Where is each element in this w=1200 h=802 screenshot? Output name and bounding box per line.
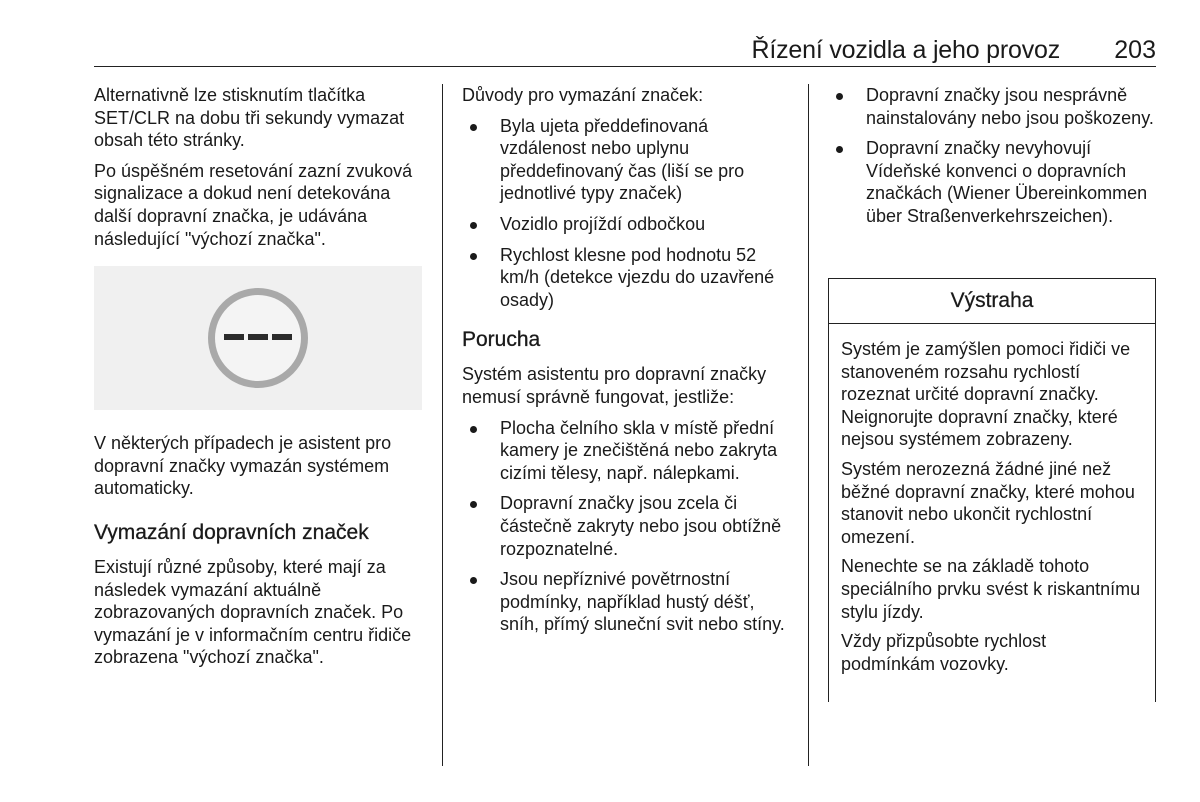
bullet-dot-icon — [470, 222, 477, 229]
reasons-list — [462, 115, 798, 312]
warning-body — [828, 324, 1156, 702]
warning-paragraph: Systém nerozezná žádné jiné než běžné dopravní značky, které mohou stanovit nebo ukončit rychlostní omezení. — [841, 458, 1135, 547]
warning-box — [828, 278, 1156, 702]
list-item: Dopravní značky jsou nesprávně nainstalovány nebo jsou poškozeny. — [828, 84, 1162, 129]
paragraph-fault-intro: Systém asistentu pro dopravní značky nemusí správně fungovat, jestliže: — [462, 364, 767, 407]
warning-paragraph: Vždy přizpůsobte rychlost podmínkám vozovky. — [841, 631, 1047, 674]
list-item: Dopravní značky jsou zcela či částečně zakryty nebo jsou obtížně rozpoznatelné. — [462, 492, 798, 560]
bullet-dot-icon — [470, 501, 477, 508]
header-rule — [94, 66, 1156, 67]
column-2 — [462, 84, 798, 644]
list-item: Vozidlo projíždí odbočkou — [462, 213, 798, 236]
faults-list-continued — [828, 84, 1162, 228]
default-traffic-sign-icon — [203, 283, 313, 393]
page-number: 203 — [1114, 36, 1156, 64]
warning-paragraph: Systém je zamýšlen pomoci řidiči ve stanoveném rozsahu rychlostí rozeznat určité dopravní značky. Neignorujte dopravní značky, které nejsou systémem zobrazeny. — [841, 339, 1131, 450]
bullet-dot-icon — [470, 124, 477, 131]
section-heading-clear-signs: Vymazání dopravních značek — [94, 520, 369, 544]
list-item: Jsou nepříznivé povětrnostní podmínky, například hustý déšť, sníh, přímý sluneční svit nebo stíny. — [462, 568, 798, 636]
warning-title: Výstraha — [828, 278, 1156, 324]
column-3 — [828, 84, 1162, 236]
bullet-dot-icon — [836, 93, 843, 100]
paragraph-reasons-intro: Důvody pro vymazání značek: — [462, 85, 704, 105]
list-item: Byla ujeta předdefinovaná vzdálenost nebo uplynu předdefinovaný čas (liší se pro jednotlivé typy značek) — [462, 115, 798, 205]
bullet-dot-icon — [470, 426, 477, 433]
column-divider-1 — [442, 84, 443, 766]
warning-paragraph: Nenechte se na základě tohoto speciálního prvku svést k riskantnímu stylu jízdy. — [841, 556, 1141, 622]
page-header-title: Řízení vozidla a jeho provoz — [751, 36, 1060, 64]
paragraph-reset: Po úspěšném resetování zazní zvuková signalizace a dokud není detekována další dopravní značka, je udávána následující "výchozí značka". — [94, 160, 413, 249]
bullet-dot-icon — [470, 253, 477, 260]
paragraph-auto-clear: V některých případech je asistent pro dopravní značky vymazán systémem automaticky. — [94, 433, 392, 499]
list-item: Plocha čelního skla v místě přední kamery je znečištěná nebo zakryta cizími tělesy, např. nálepkami. — [462, 417, 798, 485]
paragraph-set-clr: Alternativně lze stisknutím tlačítka SET/CLR na dobu tři sekundy vymazat obsah této stránky. — [94, 85, 405, 151]
list-item: Dopravní značky nevyhovují Vídeňské konvenci o dopravních značkách (Wiener Übereinkommen über Straßenverkehrszeichen). — [828, 137, 1162, 227]
bullet-dot-icon — [836, 146, 843, 153]
column-divider-2 — [808, 84, 809, 766]
bullet-dot-icon — [470, 577, 477, 584]
default-sign-figure — [94, 266, 422, 410]
faults-list — [462, 417, 798, 636]
section-heading-fault: Porucha — [462, 328, 541, 352]
paragraph-clear-ways: Existují různé způsoby, které mají za následek vymazání aktuálně zobrazovaných dopravních značek. Po vymazání je v informačním centru řidiče zobrazena "výchozí značka". — [94, 556, 412, 668]
column-1 — [94, 84, 428, 677]
list-item: Rychlost klesne pod hodnotu 52 km/h (detekce vjezdu do uzavřené osady) — [462, 244, 798, 312]
